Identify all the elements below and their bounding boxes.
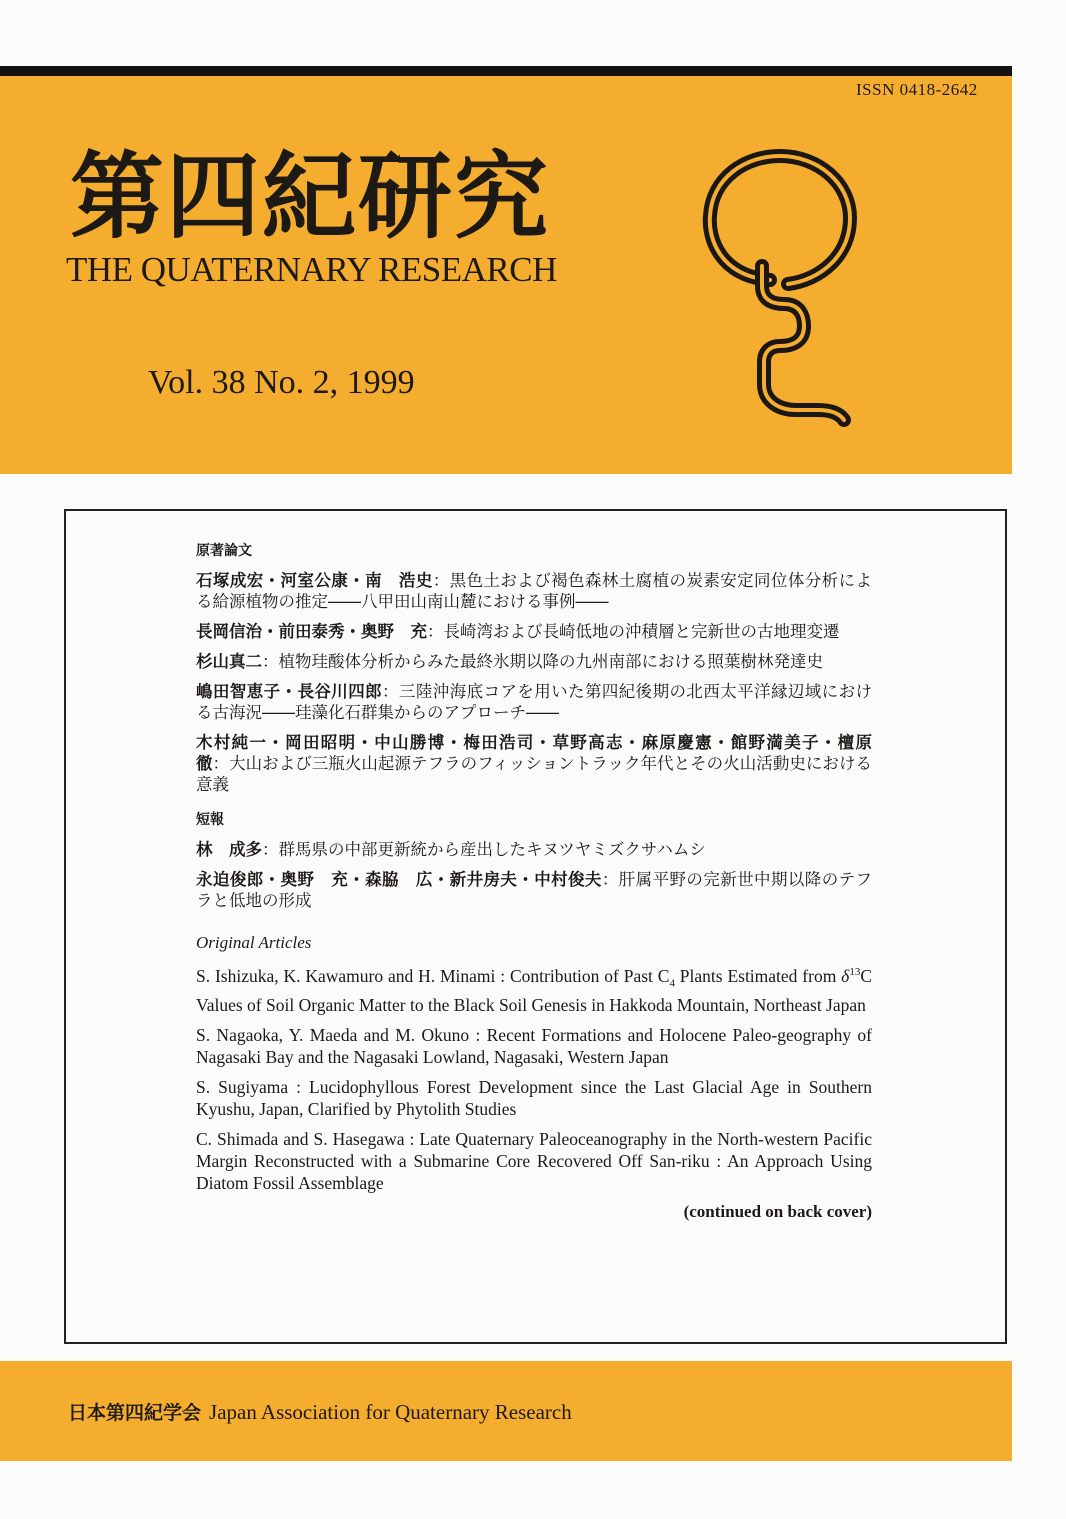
article-entry-en [196, 1024, 872, 1068]
note-title: ：肝属平野の完新世中期以降のテフラと低地の形成 [196, 870, 873, 910]
article-entry-jp [196, 621, 872, 642]
article-authors: S. Nagaoka, Y. Maeda and M. Okuno [196, 1025, 470, 1046]
superscript: 13 [849, 966, 861, 978]
delta-symbol: δ [841, 965, 850, 986]
article-entry-jp [196, 570, 872, 612]
article-authors: 杉山真二 [196, 652, 262, 671]
note-entry-jp [196, 869, 872, 911]
subscript: 4 [669, 977, 675, 990]
publisher [68, 1398, 572, 1425]
article-entry-jp [196, 732, 889, 795]
article-authors: S. Sugiyama [196, 1077, 289, 1098]
article-title-part: Plants Estimated from [674, 965, 842, 986]
issn: ISSN 0418-2642 [856, 80, 978, 99]
table-of-contents [196, 540, 889, 1222]
article-entry-en [196, 961, 872, 1016]
note-authors: 永迫俊郎・奥野 充・森脇 広・新井房夫・中村俊夫 [196, 870, 602, 889]
article-authors: C. Shimada and S. Hasegawa [196, 1129, 405, 1150]
journal-title-jp: 第四紀研究 [70, 142, 551, 252]
article-title: ：長崎湾および長崎低地の沖積層と完新世の古地理変遷 [427, 622, 840, 641]
top-rule [0, 66, 1012, 76]
continued-note: (continued on back cover) [683, 1202, 872, 1222]
section-heading-short-notes-jp: 短報 [196, 812, 224, 828]
note-entry-jp [196, 839, 872, 860]
journal-title-en: THE QUATERNARY RESEARCH [66, 250, 557, 289]
volume-issue: Vol. 38 No. 2, 1999 [148, 364, 415, 401]
publisher-name-jp: 日本第四紀学会 [68, 1402, 202, 1424]
article-entry-jp [196, 651, 872, 672]
article-entry-jp [196, 681, 872, 723]
article-authors: 石塚成宏・河室公康・南 浩史 [196, 571, 433, 590]
note-authors: 林 成多 [196, 840, 262, 859]
article-title: ：大山および三瓶火山起源テフラのフィッショントラック年代とその火山活動史における意義 [196, 754, 872, 794]
article-title: ：黒色土および褐色森林土腐植の炭素安定同位体分析による給源植物の推定――八甲田山南山麓における事例―― [196, 571, 873, 611]
article-title-part: C Values of Soil Organic Matter to the Black Soil Genesis in Hakkoda Mountain, Northeast Japan [196, 965, 872, 1016]
qr-logo-icon [700, 148, 860, 428]
article-authors: 木村純一・岡田昭明・中山勝博・梅田浩司・草野高志・麻原慶憲・館野満美子・檀原 徹 [196, 733, 889, 773]
section-heading-original-articles-jp: 原著論文 [196, 543, 252, 559]
article-title: ：三陸沖海底コアを用いた第四紀後期の北西太平洋縁辺域における古海況――珪藻化石群集からのアプローチ―― [196, 682, 873, 722]
article-title: : Lucidophyllous Forest Development since the Last Glacial Age in Southern Kyushu, Japan, Clarified by Phytolith Studies [196, 1077, 872, 1120]
article-title-part: : Contribution of Past C [495, 965, 670, 986]
article-authors: S. Ishizuka, K. Kawamuro and H. Minami [196, 965, 496, 986]
article-title: ：植物珪酸体分析からみた最終氷期以降の九州南部における照葉樹林発達史 [262, 652, 823, 671]
article-entry-en [196, 1076, 872, 1120]
note-title: ：群馬県の中部更新統から産出したキヌツヤミズクサハムシ [262, 840, 706, 859]
article-title: : Late Quaternary Paleoceanography in the North-western Pacific Margin Reconstructed with a Submarine Core Recovered Off San-riku : An Approach Using Diatom Fossil Assemblage [196, 1129, 872, 1194]
section-heading-original-articles-en: Original Articles [196, 933, 312, 952]
article-authors: 嶋田智恵子・長谷川四郎 [196, 682, 383, 701]
article-title: : Recent Formations and Holocene Paleo-geography of Nagasaki Bay and the Nagasaki Lowland, Nagasaki, Western Japan [196, 1025, 873, 1068]
article-authors: 長岡信治・前田泰秀・奥野 充 [196, 622, 427, 641]
article-entry-en [196, 1128, 872, 1194]
publisher-name-en: Japan Association for Quaternary Research [209, 1400, 572, 1424]
